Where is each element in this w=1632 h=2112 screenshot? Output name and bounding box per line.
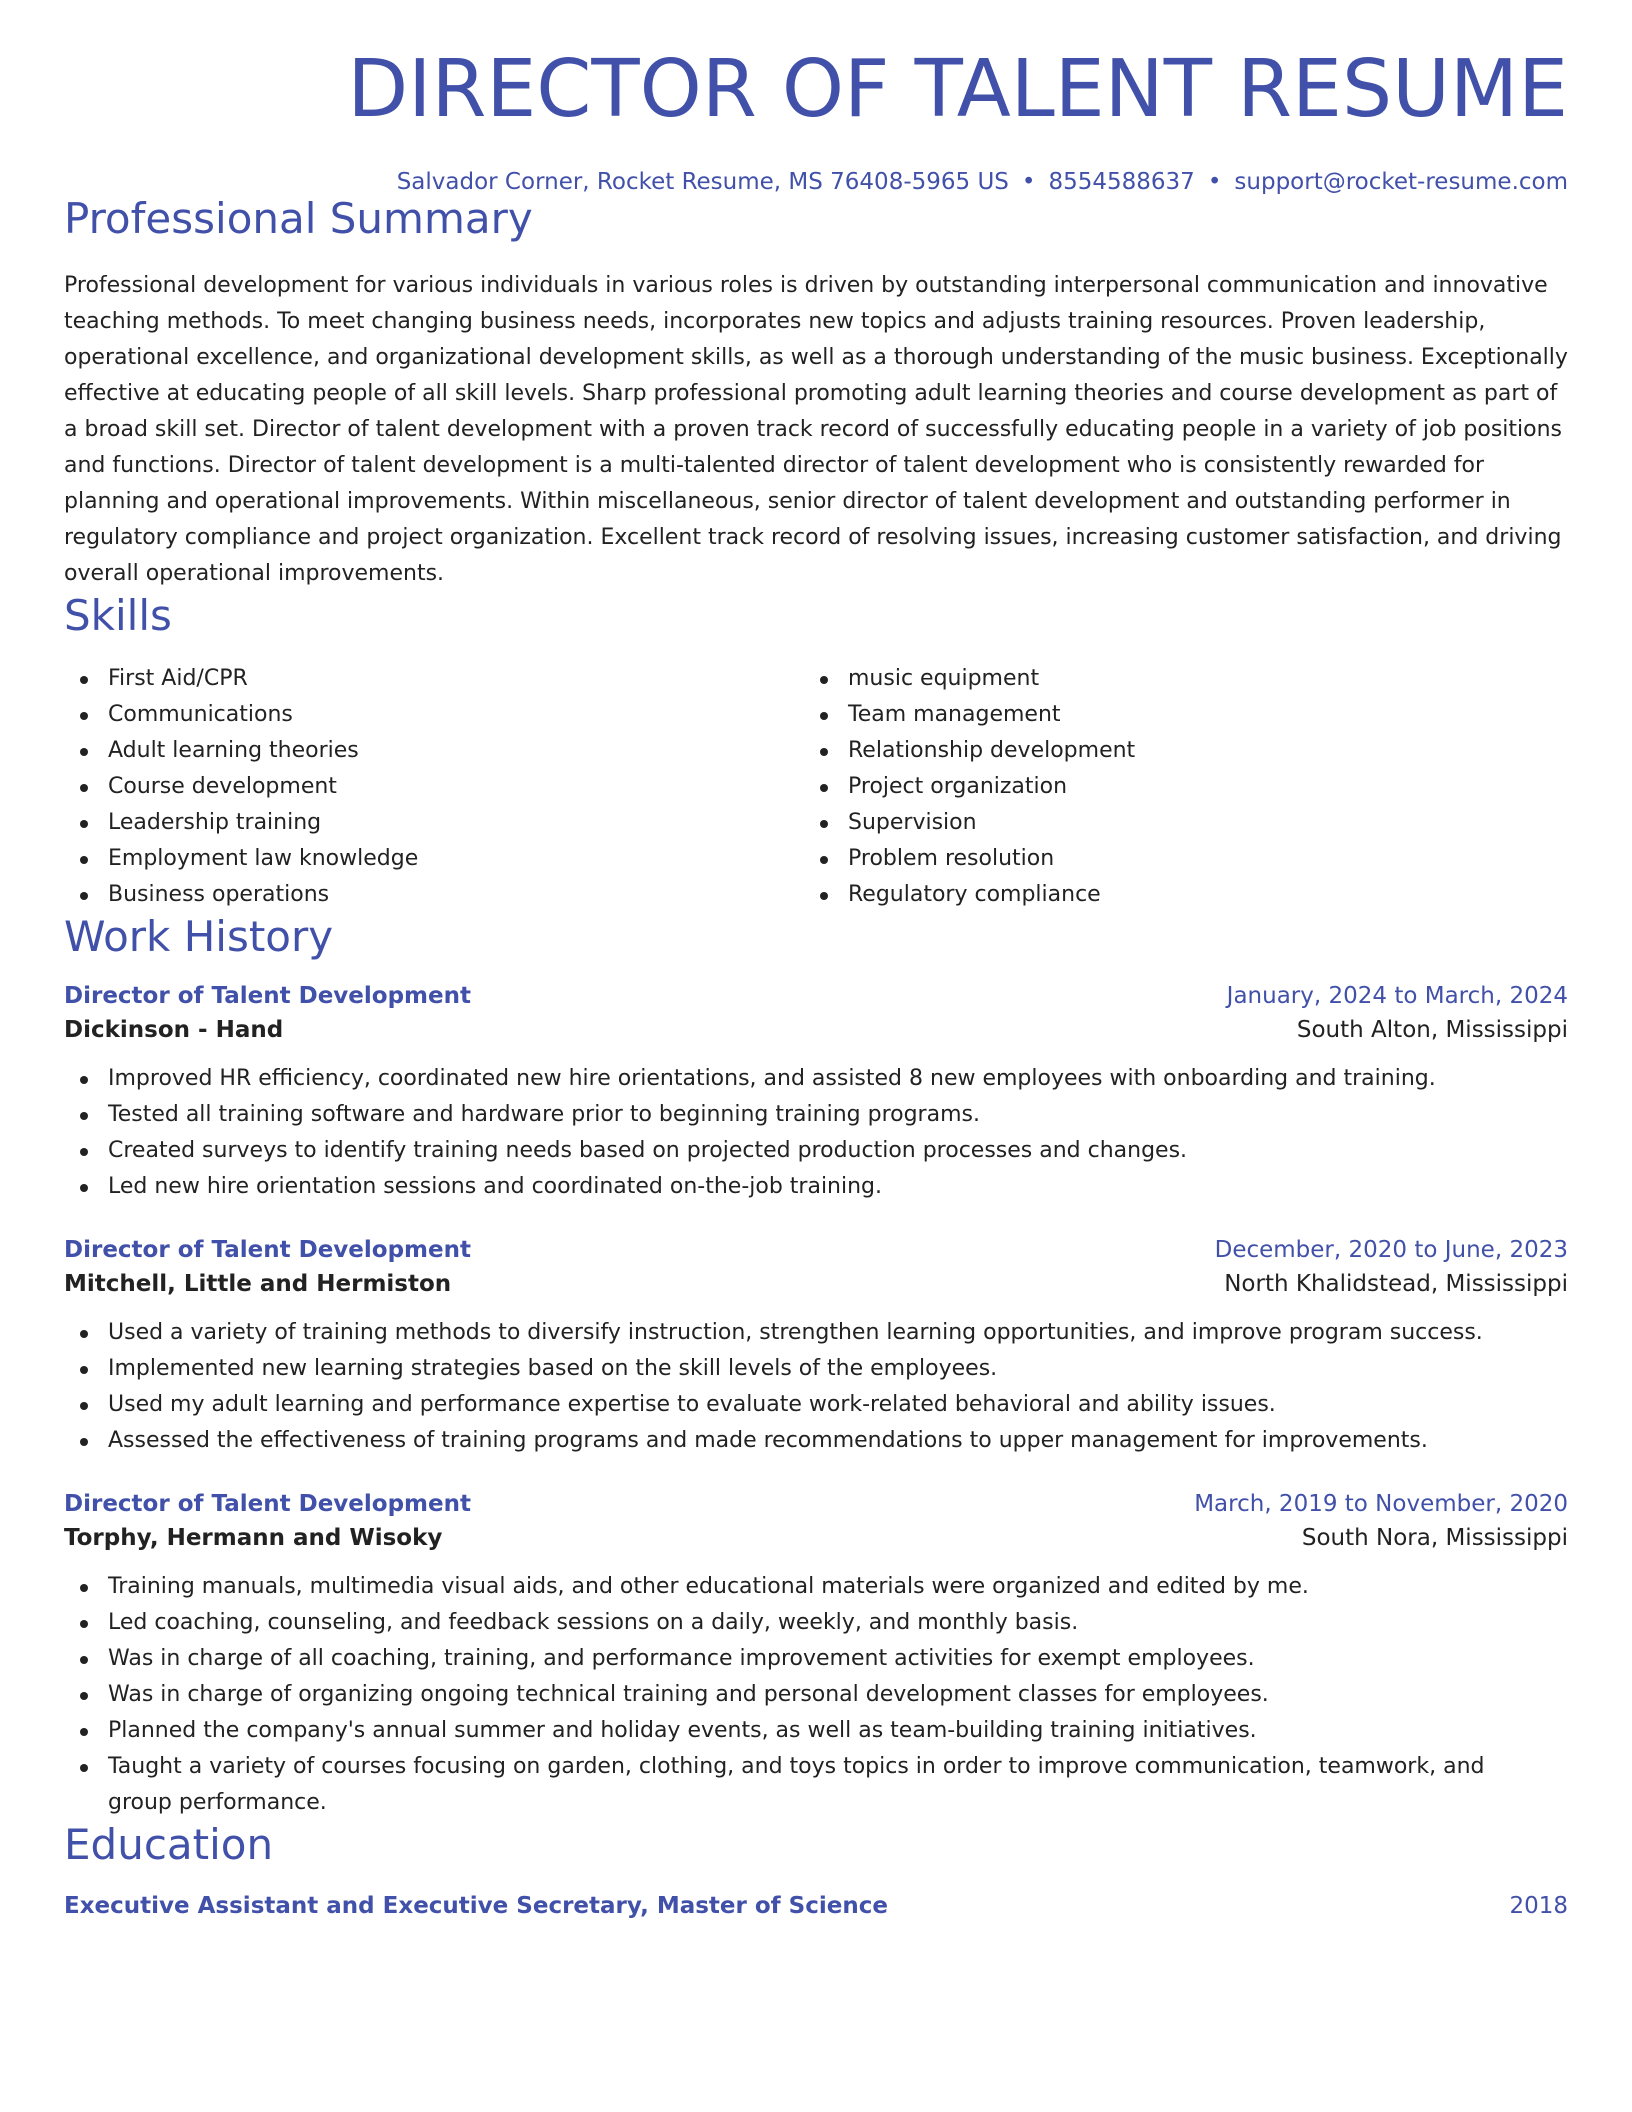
job-entry (64, 1237, 1568, 1459)
job-bullet: Training manuals, multimedia visual aids, and other educational materials were organized and edited by me. (64, 1569, 1568, 1605)
skill-item: Supervision (804, 805, 1544, 841)
job-company: Mitchell, Little and Hermiston (64, 1270, 452, 1297)
contact-phone: 8554588637 (1048, 169, 1195, 195)
job-entry (64, 1491, 1568, 1821)
summary-text: Professional development for various individuals in various roles is driven by outstanding interpersonal communication and innovative teaching methods. To meet changing business needs, incorporates new topics and adjusts training resources. Proven leadership, operational excellence, and organizational development skills, as well as a thorough understanding of the music business. Exceptionally effective at educating people of all skill levels. Sharp professional promoting adult learning theories and course development as part of a broad skill set. Director of talent development with a proven track record of successfully educating people in a variety of job positions and functions. Director of talent development is a multi-talented director of talent development who is consistently rewarded for planning and operational improvements. Within miscellaneous, senior director of talent development and outstanding performer in regulatory compliance and project organization. Excellent track record of resolving issues, increasing customer satisfaction, and driving overall operational improvements. (64, 273, 1568, 587)
education-entry (64, 1893, 1568, 1919)
job-title: Director of Talent Development (64, 1490, 471, 1517)
job-bullets (64, 1315, 1568, 1459)
skill-item: Leadership training (64, 805, 804, 841)
job-company-row (64, 1271, 1568, 1297)
job-bullet: Was in charge of all coaching, training, and performance improvement activities for exempt employees. (64, 1641, 1568, 1677)
job-location: South Nora, Mississippi (1301, 1524, 1568, 1551)
job-bullet: Used a variety of training methods to diversify instruction, strengthen learning opportunities, and improve program success. (64, 1315, 1568, 1351)
job-title: Director of Talent Development (64, 982, 471, 1009)
job-bullet: Assessed the effectiveness of training programs and made recommendations to upper management for improvements. (64, 1423, 1568, 1459)
education-year: 2018 (1509, 1893, 1568, 1920)
job-dates: March, 2019 to November, 2020 (1194, 1490, 1568, 1517)
job-bullet: Led coaching, counseling, and feedback sessions on a daily, weekly, and monthly basis. (64, 1605, 1568, 1641)
job-location: South Alton, Mississippi (1296, 1016, 1568, 1043)
skill-item: music equipment (804, 661, 1544, 697)
skill-item: First Aid/CPR (64, 661, 804, 697)
job-entry (64, 983, 1568, 1205)
skill-item: Project organization (804, 769, 1544, 805)
job-dates: January, 2024 to March, 2024 (1226, 982, 1568, 1009)
job-title-row (64, 983, 1568, 1009)
education-section (64, 1821, 1568, 1919)
job-bullet: Taught a variety of courses focusing on garden, clothing, and toys topics in order to improve communication, teamwork, and group performance. (64, 1749, 1568, 1821)
skills-list-left (64, 661, 804, 913)
skill-item: Course development (64, 769, 804, 805)
job-bullet: Planned the company's annual summer and holiday events, as well as team-building training initiatives. (64, 1713, 1568, 1749)
job-company: Dickinson - Hand (64, 1016, 284, 1043)
job-dates: December, 2020 to June, 2023 (1214, 1236, 1568, 1263)
job-bullet: Implemented new learning strategies based on the skill levels of the employees. (64, 1351, 1568, 1387)
skills-heading: Skills (64, 591, 172, 641)
job-bullet: Led new hire orientation sessions and coordinated on-the-job training. (64, 1169, 1568, 1205)
job-bullet: Created surveys to identify training needs based on projected production processes and changes. (64, 1133, 1568, 1169)
skills-columns (64, 661, 1568, 913)
job-bullet: Was in charge of organizing ongoing technical training and personal development classes for employees. (64, 1677, 1568, 1713)
summary-heading: Professional Summary (64, 194, 533, 243)
work-history-section (64, 913, 1568, 1821)
skill-item: Regulatory compliance (804, 877, 1544, 913)
job-bullet: Used my adult learning and performance expertise to evaluate work-related behavioral and ability issues. (64, 1387, 1568, 1423)
contact-separator: • (1021, 169, 1036, 195)
skills-list-right (804, 661, 1544, 913)
job-title-row (64, 1491, 1568, 1517)
work-history-heading: Work History (64, 911, 334, 961)
skill-item: Team management (804, 697, 1544, 733)
job-location: North Khalidstead, Mississippi (1224, 1270, 1568, 1297)
job-bullets (64, 1061, 1568, 1205)
job-title: Director of Talent Development (64, 1236, 471, 1263)
contact-address: Salvador Corner, Rocket Resume, MS 76408-5965 US (396, 169, 1009, 195)
skill-item: Employment law knowledge (64, 841, 804, 877)
skill-item: Relationship development (804, 733, 1544, 769)
contact-email: support@rocket-resume.com (1234, 169, 1568, 195)
job-company: Torphy, Hermann and Wisoky (64, 1524, 443, 1551)
contact-separator: • (1207, 169, 1222, 195)
skill-item: Communications (64, 697, 804, 733)
job-company-row (64, 1017, 1568, 1043)
skill-item: Adult learning theories (64, 733, 804, 769)
contact-line (64, 169, 1568, 195)
job-bullet: Tested all training software and hardware prior to beginning training programs. (64, 1097, 1568, 1133)
job-bullets (64, 1569, 1568, 1821)
summary-section (64, 195, 1568, 592)
skills-section (64, 592, 1568, 912)
resume-header (64, 0, 1568, 195)
skill-item: Problem resolution (804, 841, 1544, 877)
job-company-row (64, 1525, 1568, 1551)
education-heading: Education (64, 1819, 274, 1869)
job-title-row (64, 1237, 1568, 1263)
job-bullet: Improved HR efficiency, coordinated new hire orientations, and assisted 8 new employees with onboarding and training. (64, 1061, 1568, 1097)
resume-title: DIRECTOR OF TALENT RESUME (347, 43, 1568, 135)
education-degree: Executive Assistant and Executive Secretary, Master of Science (64, 1893, 888, 1920)
skill-item: Business operations (64, 877, 804, 913)
